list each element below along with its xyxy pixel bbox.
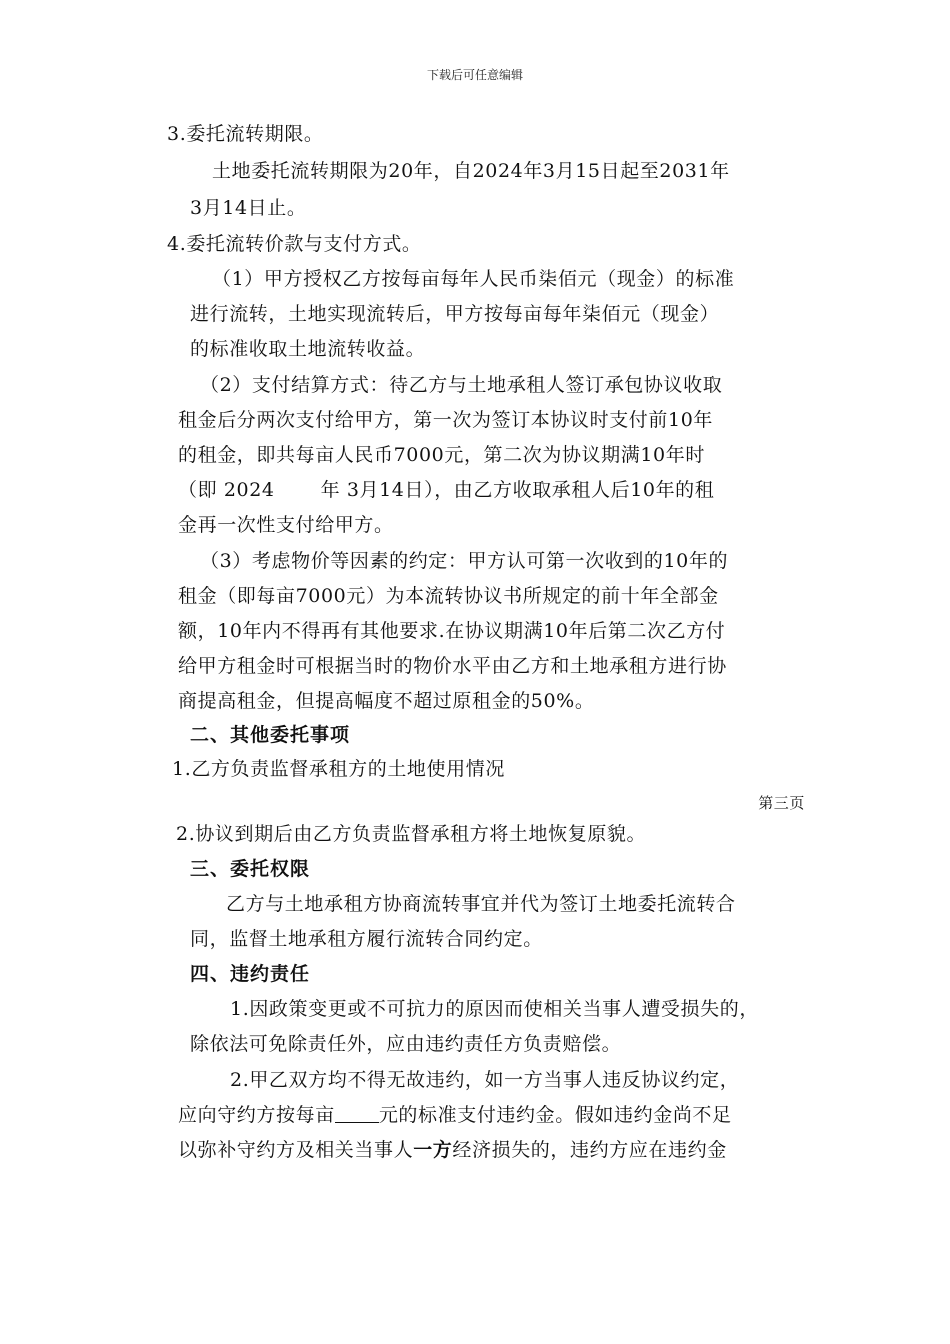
paragraph-line: （3）考虑物价等因素的约定：甲方认可第一次收到的10年的: [200, 550, 729, 572]
bold-fragment: 一方: [413, 1139, 453, 1161]
paragraph-line: 额，10年内不得再有其他要求.在协议期满10年后第二次乙方付: [178, 620, 726, 642]
paragraph-line: （2）支付结算方式：待乙方与土地承租人签订承包协议收取: [200, 374, 723, 396]
clause-4-heading: 4.委托流转价款与支付方式。: [167, 233, 422, 255]
date-fragment: 年 3月14日），由乙方收取承租人后10年的租: [320, 479, 715, 501]
paragraph-line: 进行流转，土地实现流转后，甲方按每亩每年柒佰元（现金）: [190, 303, 720, 325]
paragraph-line: 3月14日止。: [190, 197, 307, 219]
paragraph-line: 的租金，即共每亩人民币7000元，第二次为协议期满10年时: [178, 444, 705, 466]
text-fragment: 元的标准支付违约金。假如违约金尚不足: [378, 1104, 732, 1126]
paragraph-line: （1）甲方授权乙方按每亩每年人民币柒佰元（现金）的标准: [212, 268, 735, 290]
paragraph-line: 2.甲乙双方均不得无故违约，如一方当事人违反协议约定，: [230, 1069, 740, 1091]
page-number: 第三页: [758, 794, 805, 812]
fill-in-blank[interactable]: [335, 1102, 379, 1123]
paragraph-line: [178, 1137, 727, 1163]
date-fragment: （即 2024: [178, 479, 275, 501]
text-fragment: 应向守约方按每亩: [178, 1104, 335, 1126]
paragraph-line: [178, 1102, 732, 1128]
paragraph-line: 的标准收取土地流转收益。: [190, 338, 426, 360]
text-fragment: 以弥补守约方及相关当事人: [178, 1139, 414, 1161]
paragraph-line: 租金后分两次支付给甲方，第一次为签订本协议时支付前10年: [178, 409, 713, 431]
list-item: 1.乙方负责监督承租方的土地使用情况: [172, 758, 505, 780]
clause-3-heading: 3.委托流转期限。: [167, 123, 324, 145]
paragraph-line: 除依法可免除责任外，应由违约责任方负责赔偿。: [190, 1033, 622, 1055]
paragraph-line: [178, 477, 714, 503]
paragraph-line: 1.因政策变更或不可抗力的原因而使相关当事人遭受损失的，: [230, 998, 759, 1020]
page-header: 下载后可任意编辑: [426, 68, 523, 82]
section-4-heading: 四、违约责任: [190, 963, 311, 985]
paragraph-line: 商提高租金，但提高幅度不超过原租金的50%。: [178, 690, 595, 712]
paragraph-line: 金再一次性支付给甲方。: [178, 514, 394, 536]
paragraph-line: 土地委托流转期限为20年，自2024年3月15日起至2031年: [212, 160, 730, 182]
text-fragment: 经济损失的，违约方应在违约金: [452, 1139, 727, 1161]
paragraph-line: 租金（即每亩7000元）为本流转协议书所规定的前十年全部金: [178, 585, 719, 607]
section-3-heading: 三、委托权限: [190, 858, 311, 880]
paragraph-line: 给甲方租金时可根据当时的物价水平由乙方和土地承租方进行协: [178, 655, 727, 677]
paragraph-line: 同，监督土地承租方履行流转合同约定。: [190, 928, 543, 950]
paragraph-line: 乙方与土地承租方协商流转事宜并代为签订土地委托流转合: [226, 893, 736, 915]
section-2-heading: 二、其他委托事项: [190, 724, 351, 746]
list-item: 2.协议到期后由乙方负责监督承租方将土地恢复原貌。: [176, 823, 647, 845]
